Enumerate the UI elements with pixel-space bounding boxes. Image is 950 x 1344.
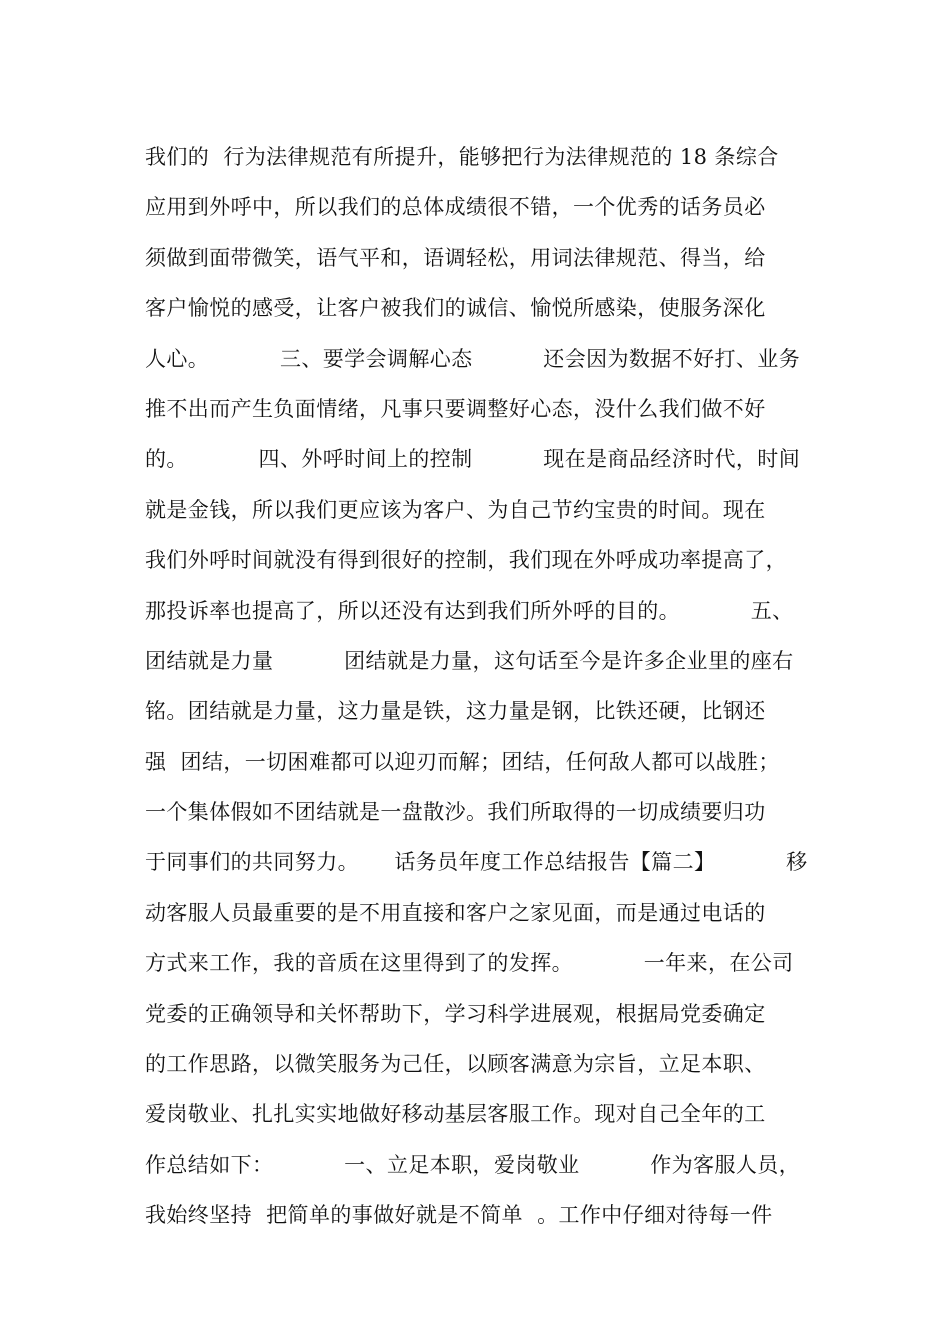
text-line: 人心。 三、要学会调解心态 还会因为数据不好打、业务 [145, 346, 801, 371]
text-line: 客户愉悦的感受，让客户被我们的诚信、愉悦所感染，使服务深化 [145, 296, 766, 321]
text-line: 我始终坚持 把简单的事做好就是不简单 。工作中仔细对待每一件 [145, 1203, 773, 1228]
text-line: 推不出而产生负面情绪，凡事只要调整好心态，没什么我们做不好 [145, 396, 766, 421]
text-line: 方式来工作，我的音质在这里得到了的发挥。 一年来，在公司 [145, 951, 794, 976]
text-line: 的工作思路，以微笑服务为己任，以顾客满意为宗旨，立足本职、 [145, 1052, 766, 1077]
text-line: 于同事们的共同努力。 话务员年度工作总结报告【篇二】 移 [145, 850, 808, 875]
text-line: 党委的正确领导和关怀帮助下，学习科学进展观，根据局党委确定 [145, 1001, 766, 1026]
text-line: 动客服人员最重要的是不用直接和客户之家见面，而是通过电话的 [145, 900, 766, 925]
text-line: 我们外呼时间就没有得到很好的控制，我们现在外呼成功率提高了， [145, 548, 787, 573]
text-line: 须做到面带微笑，语气平和，语调轻松，用词法律规范、得当，给 [145, 245, 766, 270]
text-line: 铭。团结就是力量，这力量是铁，这力量是钢，比铁还硬，比钢还 [145, 699, 766, 724]
body-text [145, 132, 815, 1241]
text-line: 就是金钱，所以我们更应该为客户、为自己节约宝贵的时间。现在 [145, 497, 766, 522]
text-line: 我们的 行为法律规范有所提升，能够把行为法律规范的 18 条综合 [145, 145, 779, 169]
text-line: 爱岗敬业、扎扎实实地做好移动基层客服工作。现对自己全年的工 [145, 1102, 766, 1127]
text-line: 应用到外呼中，所以我们的总体成绩很不错，一个优秀的话务员必 [145, 195, 766, 220]
text-line: 强 团结，一切困难都可以迎刃而解；团结，任何敌人都可以战胜； [145, 749, 780, 774]
text-line: 一个集体假如不团结就是一盘散沙。我们所取得的一切成绩要归功 [145, 800, 766, 825]
text-line: 的。 四、外呼时间上的控制 现在是商品经济时代，时间 [145, 447, 801, 472]
text-line: 团结就是力量 团结就是力量，这句话至今是许多企业里的座右 [145, 648, 794, 673]
text-line: 那投诉率也提高了，所以还没有达到我们所外呼的目的。 五、 [145, 598, 794, 623]
text-line: 作总结如下： 一、立足本职，爱岗敬业 作为客服人员， [145, 1152, 801, 1177]
